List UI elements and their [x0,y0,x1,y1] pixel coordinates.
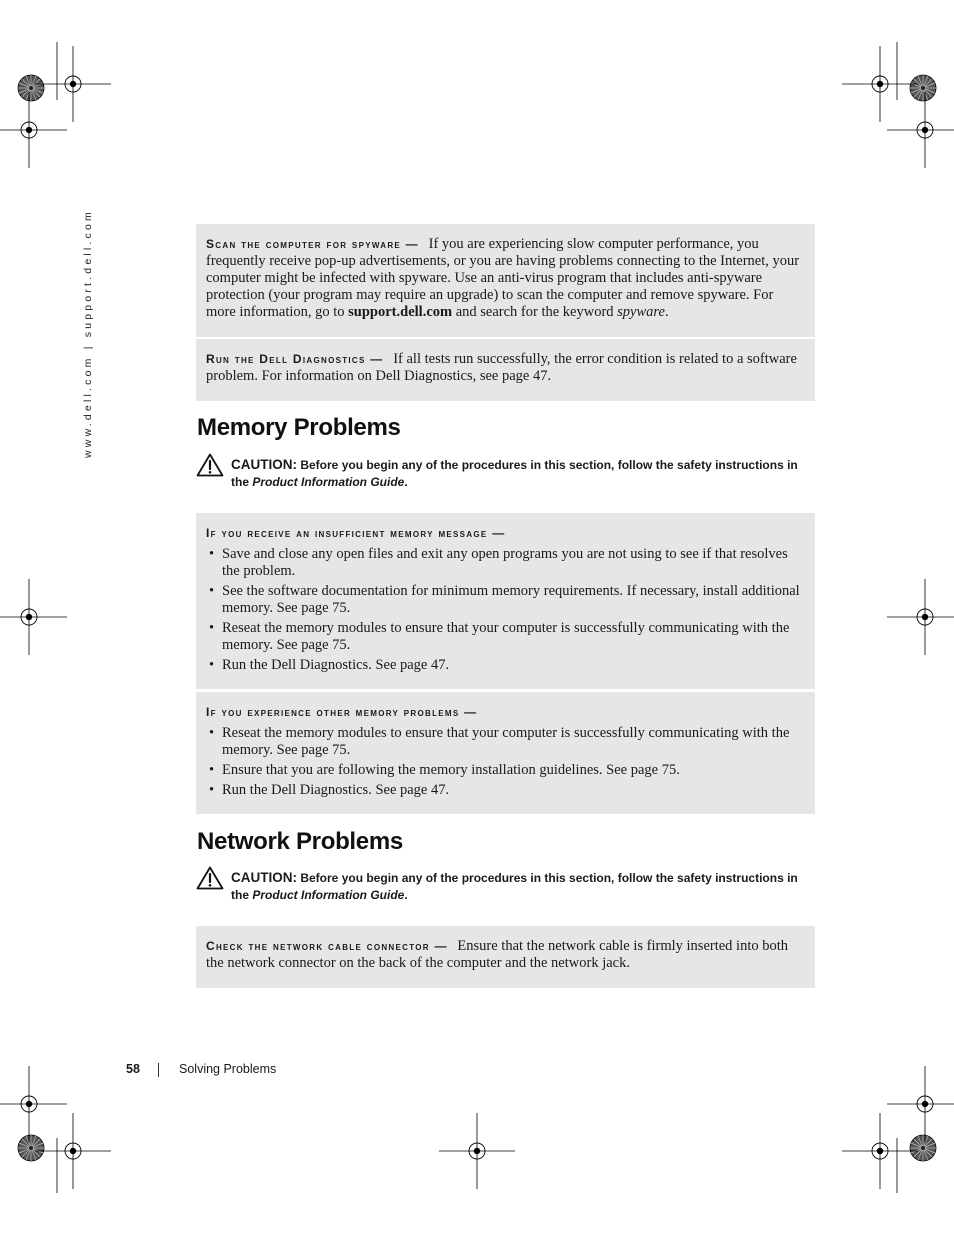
caution-end: . [404,475,408,489]
caution-end: . [404,888,408,902]
insufficient-memory-list [206,546,805,674]
spyware-keyword: spyware [617,304,665,320]
caution-triangle-icon [196,453,224,477]
memory-problems-heading: Memory Problems [197,414,401,441]
tip-scan-spyware [196,224,815,337]
tip-check-cable [196,926,815,988]
tip-scan-end: . [664,304,669,320]
tip-scan-text: If you are experiencing slow computer performance, you frequently receive pop-up advertisements, or you are having problems connecting to the Internet, your computer might be infected with spyware. Use an anti-virus program that includes anti-spyware protection (your program may require an upgrade) to scan the computer and remove spyware. For more information, go to [206,236,800,320]
page-footer [126,1062,277,1076]
network-caution [196,869,818,904]
caution-guide: Product Information Guide [252,475,405,489]
memory-caution [196,456,818,491]
caution-guide: Product Information Guide [252,888,405,902]
tip-run-diagnostics [196,339,815,401]
other-memory-list [206,725,805,799]
list-item: • Ensure that you are following the memory installation guidelines. See page 75. [206,762,805,779]
list-item: • Run the Dell Diagnostics. See page 47. [206,657,805,674]
list-item: • Reseat the memory modules to ensure that your computer is successfully communicating with the memory. See page 75. [206,725,805,759]
list-item: • Reseat the memory modules to ensure that your computer is successfully communicating with the memory. See page 75. [206,620,805,654]
tip-other-memory [196,692,815,814]
support-link[interactable]: support.dell.com [348,304,453,320]
network-problems-heading: Network Problems [197,828,403,855]
side-url: www.dell.com | support.dell.com [82,209,94,458]
caution-text: Before you begin any of the procedures in this section, follow the safety instructions in the [231,458,798,489]
tip-diag-text: If all tests run successfully, the error condition is related to a software problem. For information on Dell Diagnostics, see page 47. [206,351,797,384]
page-number: 58 [126,1062,140,1076]
footer-divider [158,1063,159,1077]
tip-insufficient-memory [196,513,815,689]
list-item: • See the software documentation for minimum memory requirements. If necessary, install additional memory. See page 75. [206,583,805,617]
tip-scan-text2: and search for the keyword [455,304,614,320]
caution-label: CAUTION: [231,457,297,472]
tip-scan-lead: Scan the computer for spyware — [206,237,419,251]
tip-diag-lead: Run the Dell Diagnostics — [206,352,384,366]
list-item: • Run the Dell Diagnostics. See page 47. [206,782,805,799]
chapter-title: Solving Problems [179,1062,277,1076]
tip-insufficient-lead: If you receive an insufficient memory message — [206,526,506,540]
tip-cable-lead: Check the network cable connector — [206,939,448,953]
caution-triangle-icon [196,866,224,890]
caution-text: Before you begin any of the procedures in this section, follow the safety instructions in the [231,871,798,902]
caution-label: CAUTION: [231,870,297,885]
tip-cable-text: Ensure that the network cable is firmly inserted into both the network connector on the back of the computer and the network jack. [206,938,789,971]
tip-other-lead: If you experience other memory problems — [206,705,478,719]
list-item: • Save and close any open files and exit any open programs you are not using to see if that resolves the problem. [206,546,805,580]
